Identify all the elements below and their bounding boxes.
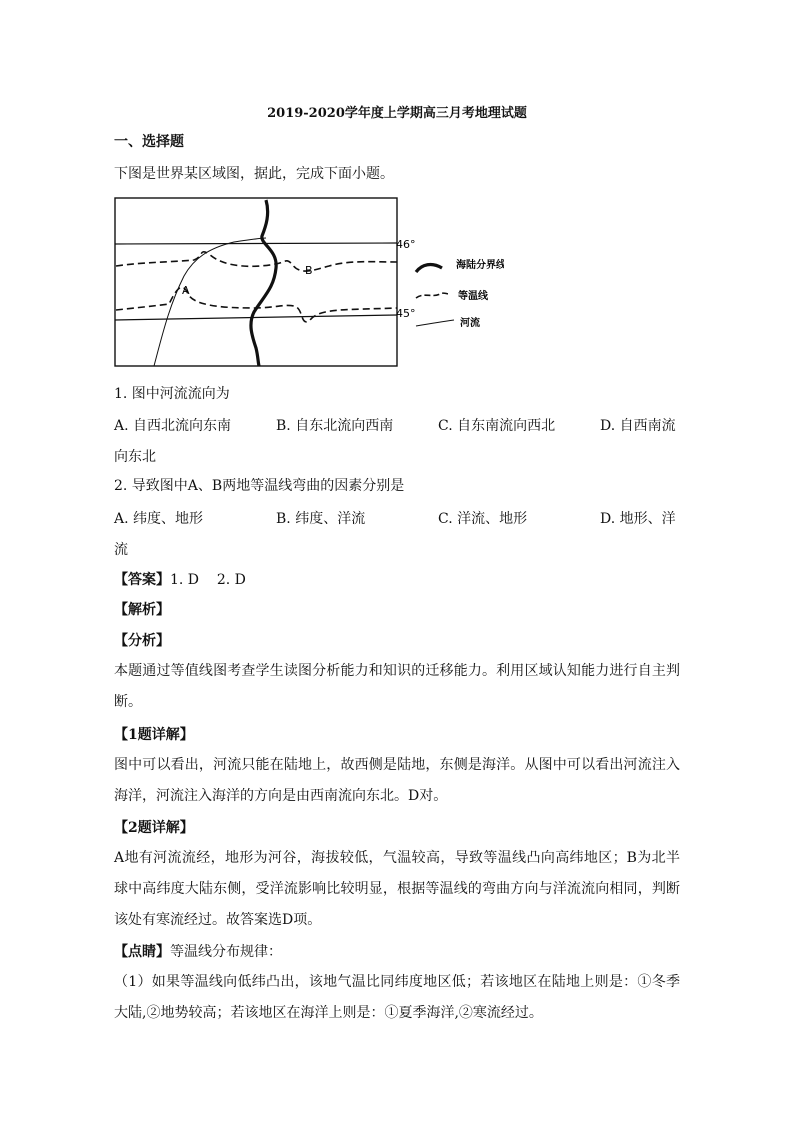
question-1-stem: 1. 图中河流流向为	[114, 386, 230, 402]
question-2-option-b: B. 纬度、洋流	[276, 511, 366, 527]
section-heading: 一、选择题	[114, 134, 184, 150]
latitude-46-label: 46°	[396, 238, 416, 251]
point-b-label: B	[305, 264, 313, 277]
region-map-svg	[114, 196, 504, 368]
detail-2-text: A地有河流流经，地形为河谷，海拔较低，气温较高，导致等温线凸向高纬地区；B为北半球中高纬度大陆东侧，受洋流影响比较明显，根据等温线的弯曲方向与洋流流向相同，判断该处有寒流经过。故答案选D项。	[114, 850, 680, 928]
legend-isotherm-label: 等温线	[458, 291, 488, 302]
legend-isotherm-icon	[416, 293, 450, 298]
isotherm-lower	[116, 287, 397, 322]
fenxi-label: 【分析】	[114, 633, 170, 649]
map-frame	[115, 198, 397, 366]
detail-2-label: 【2题详解】	[114, 820, 194, 836]
dianjing-line	[114, 942, 694, 962]
detail-1-label: 【1题详解】	[114, 727, 194, 743]
rule-1-text: （1）如果等温线向低纬凸出，该地气温比同纬度地区低；若该地区在陆地上则是：①冬季大陆,②地势较高；若该地区在海洋上则是：①夏季海洋,②寒流经过。	[114, 974, 680, 1021]
question-2-option-d-continued: 流	[114, 542, 128, 558]
answer-label: 【答案】	[114, 572, 170, 588]
answer-text: 1. D 2. D	[170, 572, 246, 588]
legend-river-label: 河流	[460, 318, 480, 329]
dianjing-label: 【点睛】	[114, 944, 170, 960]
question-1-option-b: B. 自东北流向西南	[276, 418, 394, 434]
question-2-option-c: C. 洋流、地形	[438, 511, 528, 527]
question-1-option-c: C. 自东南流向西北	[438, 418, 556, 434]
question-1-option-a: A. 自西北流向东南	[114, 418, 232, 434]
question-2-option-a: A. 纬度、地形	[114, 511, 204, 527]
page-title: 2019-2020学年度上学期高三月考地理试题	[267, 106, 527, 121]
coastline	[251, 200, 276, 366]
question-1-option-d-continued: 向东北	[114, 449, 156, 465]
legend-coastline-label: 海陆分界线	[456, 260, 504, 271]
detail-1-text: 图中可以看出，河流只能在陆地上，故西侧是陆地，东侧是海洋。从图中可以看出河流注入海洋，河流注入海洋的方向是由西南流向东北。D对。	[114, 757, 680, 804]
answer-line	[114, 570, 694, 590]
region-map-figure	[114, 196, 504, 372]
question-2-option-d: D. 地形、洋	[600, 511, 676, 527]
legend-river-icon	[416, 320, 454, 326]
jiexi-label: 【解析】	[114, 602, 170, 618]
question-intro: 下图是世界某区域图，据此，完成下面小题。	[114, 166, 394, 182]
question-2-stem: 2. 导致图中A、B两地等温线弯曲的因素分别是	[114, 478, 405, 494]
latitude-45-line	[115, 315, 397, 320]
question-1-option-d: D. 自西南流	[600, 418, 676, 434]
legend-coastline-icon	[416, 265, 442, 272]
isotherm-upper	[116, 252, 397, 271]
point-a-label: A	[182, 284, 190, 297]
fenxi-text: 本题通过等值线图考查学生读图分析能力和知识的迁移能力。利用区域认知能力进行自主判断。	[114, 663, 680, 710]
latitude-46-line	[115, 243, 397, 244]
dianjing-text: 等温线分布规律：	[170, 944, 282, 960]
latitude-45-label: 45°	[396, 307, 416, 320]
